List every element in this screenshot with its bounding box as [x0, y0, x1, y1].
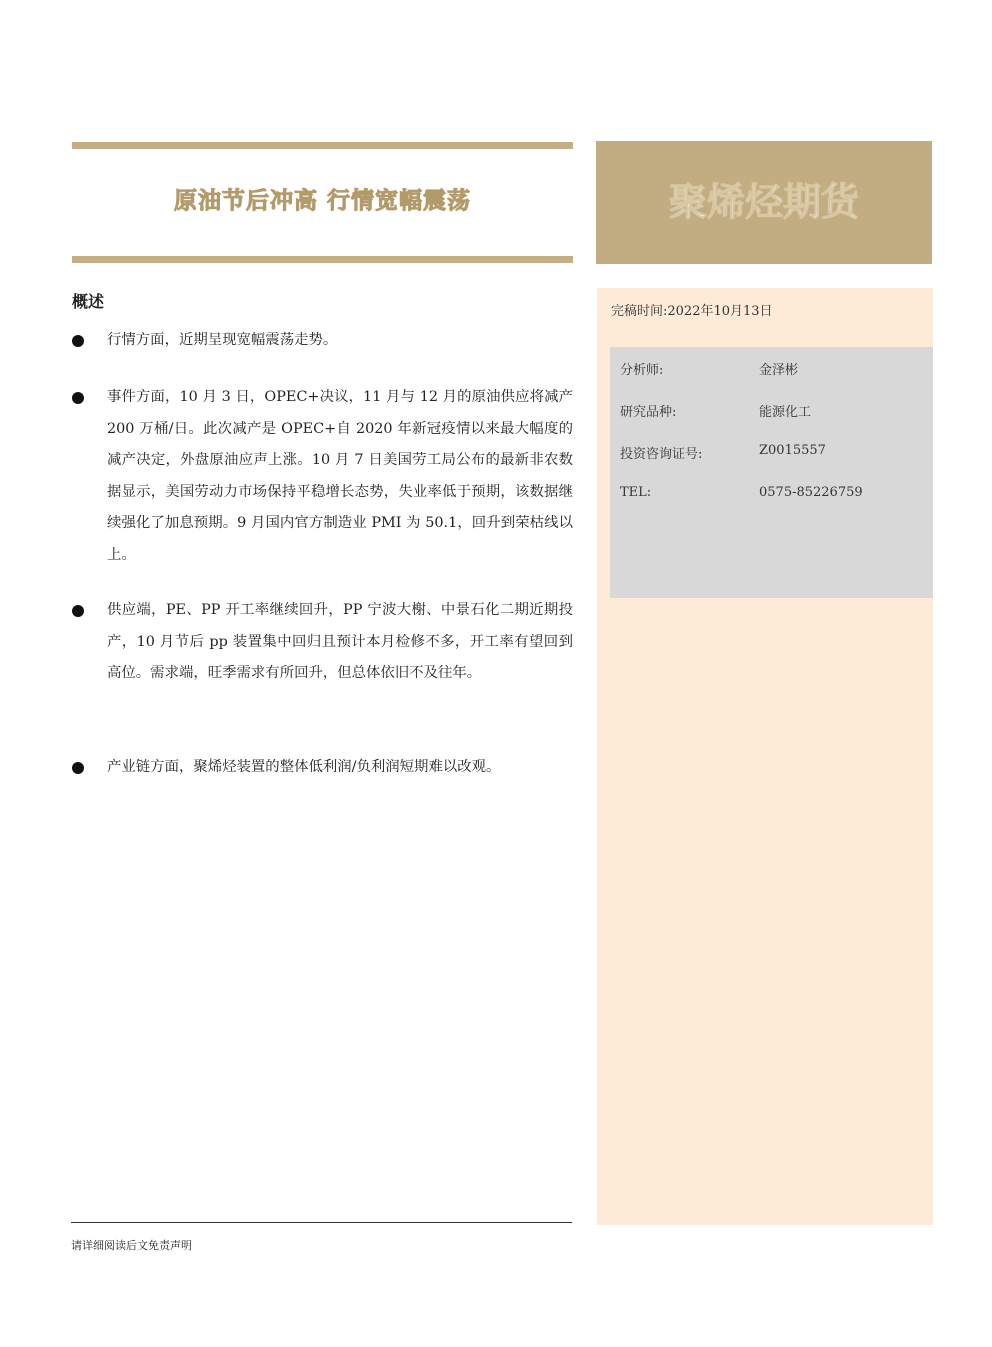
analyst-info-box [610, 347, 933, 598]
bullet-icon [72, 762, 84, 774]
headline-top-rule [72, 142, 573, 149]
footer-divider [71, 1222, 572, 1223]
info-label: 投资咨询证号: [620, 447, 703, 462]
summary-paragraph-market: 行情方面，近期呈现宽幅震荡走势。 [107, 332, 338, 348]
info-label: TEL: [620, 485, 652, 500]
info-value: 能源化工 [759, 405, 812, 420]
category-banner [596, 141, 932, 264]
info-value: 金泽彬 [759, 363, 799, 378]
info-label: 分析师: [620, 363, 664, 378]
category-title: 聚烯烃期货 [668, 180, 859, 224]
summary-paragraph-events: 事件方面，10 月 3 日，OPEC+决议，11 月与 12 月的原油供应将减产 200 万桶/日。此次减产是 OPEC+自 2020 年新冠疫情以来最大幅度的减产决定，外盘原油应声上涨。10 月 7 日美国劳工局公布的最新非农数据显示，美国劳动力市场保持平稳增长态势，失业率低于预期，该数据继续强化了加息预期。9 月国内官方制造业 PMI 为 50.1，回升到荣枯线以上。 [107, 389, 573, 563]
summary-paragraph-industry-chain: 产业链方面，聚烯烃装置的整体低利润/负利润短期难以改观。 [107, 759, 501, 775]
footer-disclaimer: 请详细阅读后文免责声明 [71, 1239, 192, 1252]
info-value: 0575-85226759 [759, 485, 863, 500]
sidebar-panel [597, 288, 933, 1225]
headline-bottom-rule [72, 256, 573, 263]
bullet-icon [72, 605, 84, 617]
info-value: Z0015557 [759, 443, 826, 458]
section-title: 概述 [72, 292, 105, 311]
bullet-icon [72, 392, 84, 404]
info-label: 研究品种: [620, 405, 677, 420]
completion-date: 完稿时间:2022年10月13日 [611, 304, 773, 319]
report-headline: 原油节后冲高 行情宽幅震荡 [173, 188, 471, 214]
bullet-icon [72, 335, 84, 347]
summary-paragraph-supply: 供应端，PE、PP 开工率继续回升，PP 宁波大榭、中景石化二期近期投产，10 月节后 pp 装置集中回归且预计本月检修不多，开工率有望回到高位。需求端，旺季需求有所回升，但总体依旧不及往年。 [107, 602, 573, 681]
